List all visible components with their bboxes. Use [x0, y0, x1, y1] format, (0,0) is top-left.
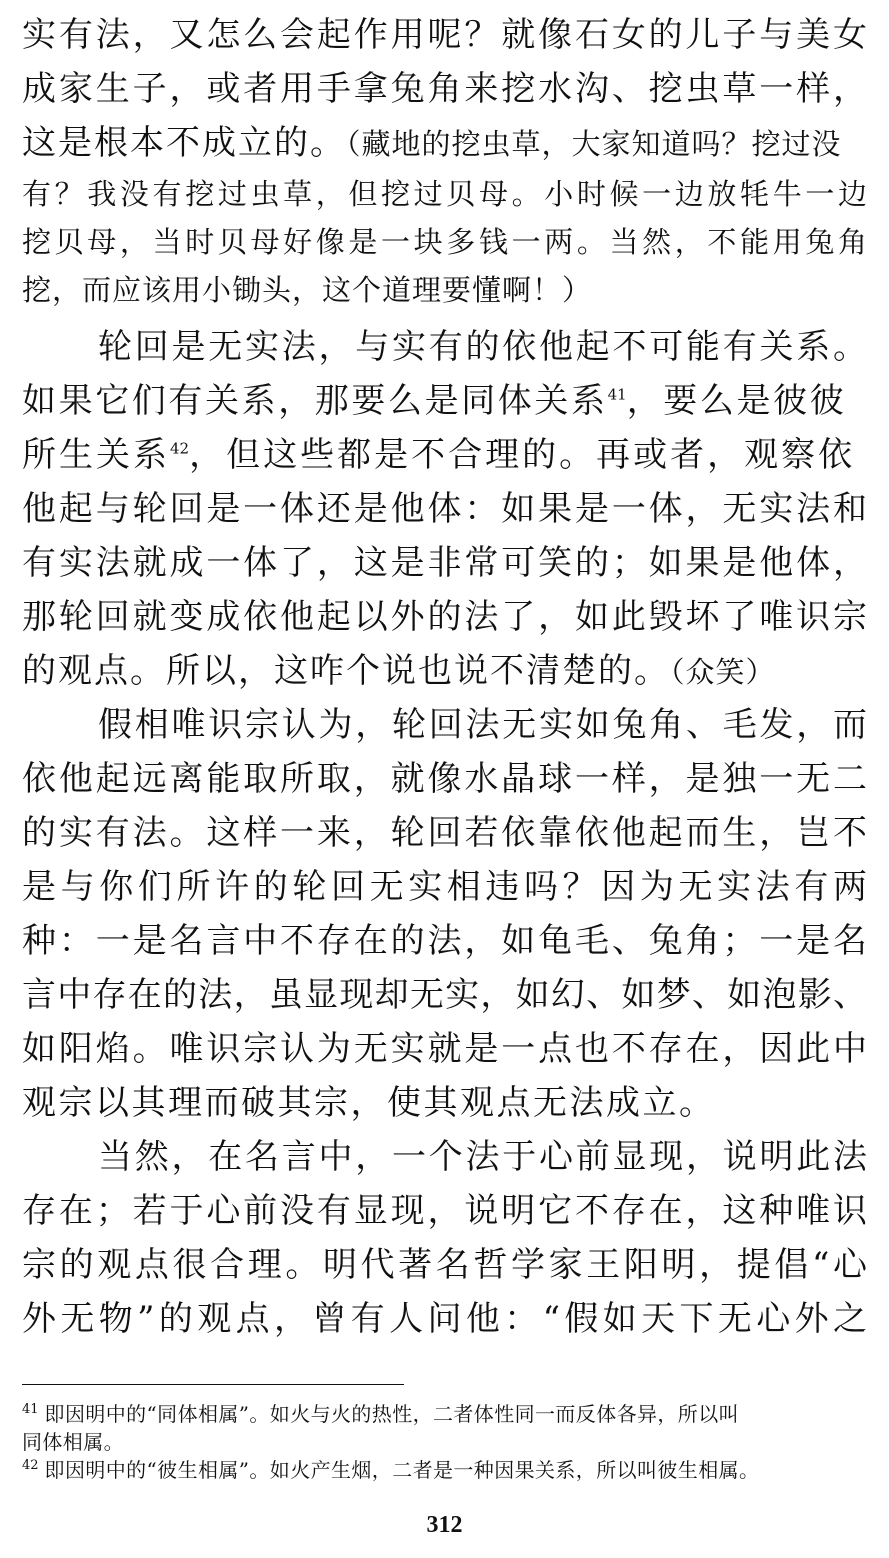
text-line: 成家生子，或者用手拿兔角来挖水沟、挖虫草一样，: [22, 69, 867, 109]
footnote-ref[interactable]: 42: [170, 439, 190, 458]
text-line: 的实有法。这样一来，轮回若依靠依他起而生，岂不: [22, 813, 867, 853]
text-line: 实有法，又怎么会起作用呢？就像石女的儿子与美女: [22, 15, 867, 55]
paragraph-first-line: 轮回是无实法，与实有的依他起不可能有关系。: [98, 327, 867, 367]
text-line: 种：一是名言中不存在的法，如龟毛、兔角；一是名: [22, 921, 867, 961]
footnotes: [22, 1400, 867, 1484]
inline-note: （藏地的挖虫草，大家知道吗？挖过没: [346, 127, 842, 161]
text-segment: 如果它们有关系，那要么是同体关系: [22, 381, 608, 421]
text-line: 宗的观点很合理。明代著名哲学家王阳明，提倡“心: [22, 1245, 867, 1285]
text-segment: ，要么是彼彼: [626, 381, 847, 421]
text-line: 有实法就成一体了，这是非常可笑的；如果是他体，: [22, 543, 867, 583]
paragraph-first-line: 当然，在名言中，一个法于心前显现，说明此法: [98, 1137, 867, 1177]
text-line: 他起与轮回是一体还是他体：如果是一体，无实法和: [22, 489, 867, 529]
text-segment: ，但这些都是不合理的。再或者，观察依: [189, 435, 856, 475]
footnote-marker: 42: [22, 1458, 39, 1474]
inline-note-line: 挖，而应该用小锄头，这个道理要懂啊！）: [22, 273, 593, 307]
text-line: 是与你们所许的轮回无实相违吗？因为无实法有两: [22, 867, 867, 907]
inline-note: （众笑）: [670, 655, 776, 689]
text-line: 那轮回就变成依他起以外的法了，如此毁坏了唯识宗: [22, 597, 867, 637]
footnote-marker: 41: [22, 1402, 39, 1418]
main-text: [22, 8, 867, 1346]
text-segment: 所生关系: [22, 435, 170, 475]
text-line: [22, 116, 867, 170]
text-line: [22, 644, 867, 698]
text-segment: 的观点。所以，这咋个说也说不清楚的。: [22, 651, 670, 691]
inline-note-line: 有？我没有挖过虫草，但挖过贝母。小时候一边放牦牛一边: [22, 177, 867, 211]
text-line: 外无物”的观点，曾有人问他：“假如天下无心外之: [22, 1299, 867, 1339]
text-line: 观宗以其理而破其宗，使其观点无法成立。: [22, 1083, 716, 1123]
text-line: [22, 428, 867, 482]
footnote-41-continued: 同体相属。: [22, 1430, 124, 1454]
text-line: 言中存在的法，虽显现却无实，如幻、如梦、如泡影、: [22, 975, 867, 1015]
footnote-divider: [22, 1384, 404, 1385]
paragraph-first-line: 假相唯识宗认为，轮回法无实如兔角、毛发，而: [98, 705, 867, 745]
footnote-text: 即因明中的“同体相属”。如火与火的热性，二者体性同一而反体各异，所以叫: [44, 1402, 739, 1426]
text-line: 依他起远离能取所取，就像水晶球一样，是独一无二: [22, 759, 867, 799]
footnote-text: 即因明中的“彼生相属”。如火产生烟，二者是一种因果关系，所以叫彼生相属。: [44, 1458, 760, 1482]
text-line: [22, 374, 867, 428]
footnote-42: [22, 1456, 867, 1484]
text-line: 如阳焰。唯识宗认为无实就是一点也不存在，因此中: [22, 1029, 867, 1069]
text-segment: 这是根本不成立的。: [22, 123, 346, 163]
page-number: 312: [426, 1512, 463, 1538]
text-line: 存在；若于心前没有显现，说明它不存在，这种唯识: [22, 1191, 867, 1231]
footnote-ref[interactable]: 41: [607, 385, 627, 404]
inline-note-line: 挖贝母，当时贝母好像是一块多钱一两。当然，不能用兔角: [22, 225, 867, 259]
footnote-41: [22, 1400, 867, 1428]
